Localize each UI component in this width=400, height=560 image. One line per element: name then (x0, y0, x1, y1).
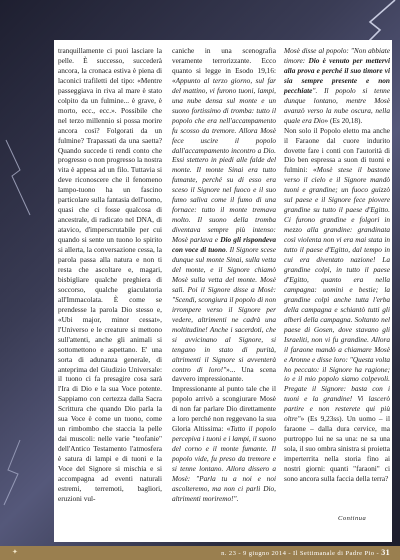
column-3-text (284, 46, 390, 484)
issue-date: 9 giugno 2014 (242, 550, 287, 557)
text-run: Mosè disse al popolo: "Non abbiate timore: (284, 46, 390, 65)
text-run: Dio gli rispondeva con voce di tuono (172, 235, 276, 255)
text-run: » (Es 9,23ss). Un uomo – il faraone – dalla dura cervice, ma purtroppo lui ne sa una: ne sa una sola, il suo ombra sinistra si proietta imperterrita nella storia fino ai nostri giorni: quanti "faraoni" ci sono ancora sulla faccia della terra? (284, 414, 390, 483)
text-run: . Il Signore scese dunque sul monte Sinai, sulla vetta del monte, e il Signore chiamò Mosè sulla vetta del monte. Mosè salì. Poi il Signore disse a Mosè: "Scendi, scongiura il popolo di non irrompere verso il Signore per vedere, altrimenti ne cadrà una moltitudine! Anche i sacerdoti, che si avvicinano al Signore, si tengano in stato di purità, altrimenti il Signore si avventerà contro di loro!" (172, 245, 277, 374)
text-run: caniche in una scenografia veramente terrorizzante. Ecco quanto si legge in Esodo 19,16: « (172, 46, 276, 85)
page-number: 31 (381, 548, 390, 557)
text-run: Appunto al terzo giorno, sul far del mattino, vi furono tuoni, lampi, una nube densa sul monte e un suono fortissimo di tromba: tutto il popolo che era nell'accampamento fu scosso da tremore. Allora Mosè fece uscire il popolo dall'accampamento incontro a Dio. Essi stettero in piedi alle falde del monte. Il monte Sinai era tutto fumante, perché su di esso era sceso il Signore nel fuoco e il suo fumo saliva come il fumo di una fornace: tutto il monte tremava molto. Il suono della tromba diventava sempre più intenso: Mosè parlava e (172, 75, 276, 245)
footer-ornament-icon: ✦ (12, 548, 18, 556)
continued-label: Continua (338, 515, 367, 522)
text-run: ". Il popolo si tenne dunque lontano, mentre Mosè avanzò verso la nube oscura, nella quale era Dio (284, 85, 390, 125)
text-run: »... Una scena davvero impressionante. Impressionante al punto tale che il popolo arrivò a scongiurare Mosè di non far parlare Dio direttamente a loro perché non reggevano la sua Gloria Altissima: « (172, 364, 276, 434)
text-run: » (Es 20,18). Non solo il Popolo eletto ma anche il Faraone dal cuore indurito dovette fare i conti con l'autorità di Dio ben espressa a suon di tuoni e fulmini: « (284, 115, 390, 175)
text-run: Mosè stese il bastone verso il cielo e il Signore mandò tuoni e grandine; un fuoco guizzò sul paese e il Signore fece piovere grandine su tutto il paese d'Egitto. Ci furono grandine e folgori in mezzo alla grandine: grandinata così violenta non vi era mai stata in tutto il paese d'Egitto, dal tempo in cui era diventato nazione! La grandine colpì, in tutto il paese d'Egitto, quanto era nella campagna: uomini e bestie; la grandine colpì anche tutta l'erba della campagna e schiantò tutti gli alberi della campagna. Soltanto nel paese di Gosen, dove stavano gli Israeliti, non vi fu grandine. Allora il faraone mandò a chiamare Mosè e Aronne e disse loro: "Questa volta ho peccato: il Signore ha ragione; io e il mio popolo siamo colpevoli. Pregate il Signore: basta con i tuoni e la grandine! Vi lascerò partire e non resterete qui più oltre" (284, 165, 390, 424)
issue-number: n. 23 (221, 550, 237, 557)
footer-text: n. 23 - 9 giugno 2014 - Il Settimanale di Padre Pio - 31 (221, 548, 390, 557)
text-run: Tutto il popolo percepiva i tuoni e i lampi, il suono del corno e il monte fumante. Il popolo vide, fu preso da tremore e si tenne lontano. Allora dissero a Mosè: "Parla tu a noi e noi ascolteremo, ma non ci parli Dio, altrimenti moriremo!". (172, 424, 276, 503)
column-1-text: tranquillamente ci puoi lasciare la pelle. È successo, succederà ancora, la cronaca estiva è piena di laconici trafiletti del tipo: «Mentre passeggiava in riva al mare è stato colpito da un fulmine... è grave, è morto, ecc., ecc.». Possibile che nel terzo millennio si possa morire ancora così? Folgorati da un fulmine? Trapassati da una saetta? Quando succede ti rendi conto che progresso o non progresso la nostra vita è appesa ad un filo. Tuttavia si deve riconoscere che il fenomeno lampo-tuono ha un fascino particolare sulla fantasia dell'uomo, quasi che ci fosse qualcosa di ancestrale, di radicato nel DNA, di atavico, d'imperscrutabile per cui quando si sente un tuono lo spirito si allerta, la conversazione cessa, la parola passa alla natura e non ti resta che ascoltare e, magari, bisbigliare qualche preghiera di soccorso, qualche giaculatoria all'Immacolata. È come se prendesse la parola Dio stesso e, «Ubi major, minor cessat», l'Universo e le creature si mettono sull'attenti, anche gli animali si sottomettono e aspettano. E' una sorta di adunanza generale, di anteprima del Giudizio Universale: il tuono ci fa presagire cosa sarà l'Ira di Dio e la sua Voce potente. Sappiamo con certezza dalla Sacra Scrittura che quando Dio parla la sua Voce è come un tuono, come un rimbombo che staccia la pelle dai muscoli: nelle varie "teofanie" dell'Antico Testamento l'atmosfera è satura di lampi e di tuoni e la Voce del Signore si mischia e si accompagna ad eventi naturali estremi, terremoti, bagliori, eruzioni vul- (58, 46, 162, 503)
article-column-3 (284, 46, 390, 484)
publication-name: Il Settimanale di Padre Pio (292, 550, 375, 557)
article-column-1 (58, 46, 162, 504)
article-column-2 (172, 46, 276, 504)
text-run: Dio è venuto per mettervi alla prova e perché il suo timore vi sia sempre presente e non pecchiate (284, 55, 390, 95)
column-2-text (172, 46, 276, 504)
